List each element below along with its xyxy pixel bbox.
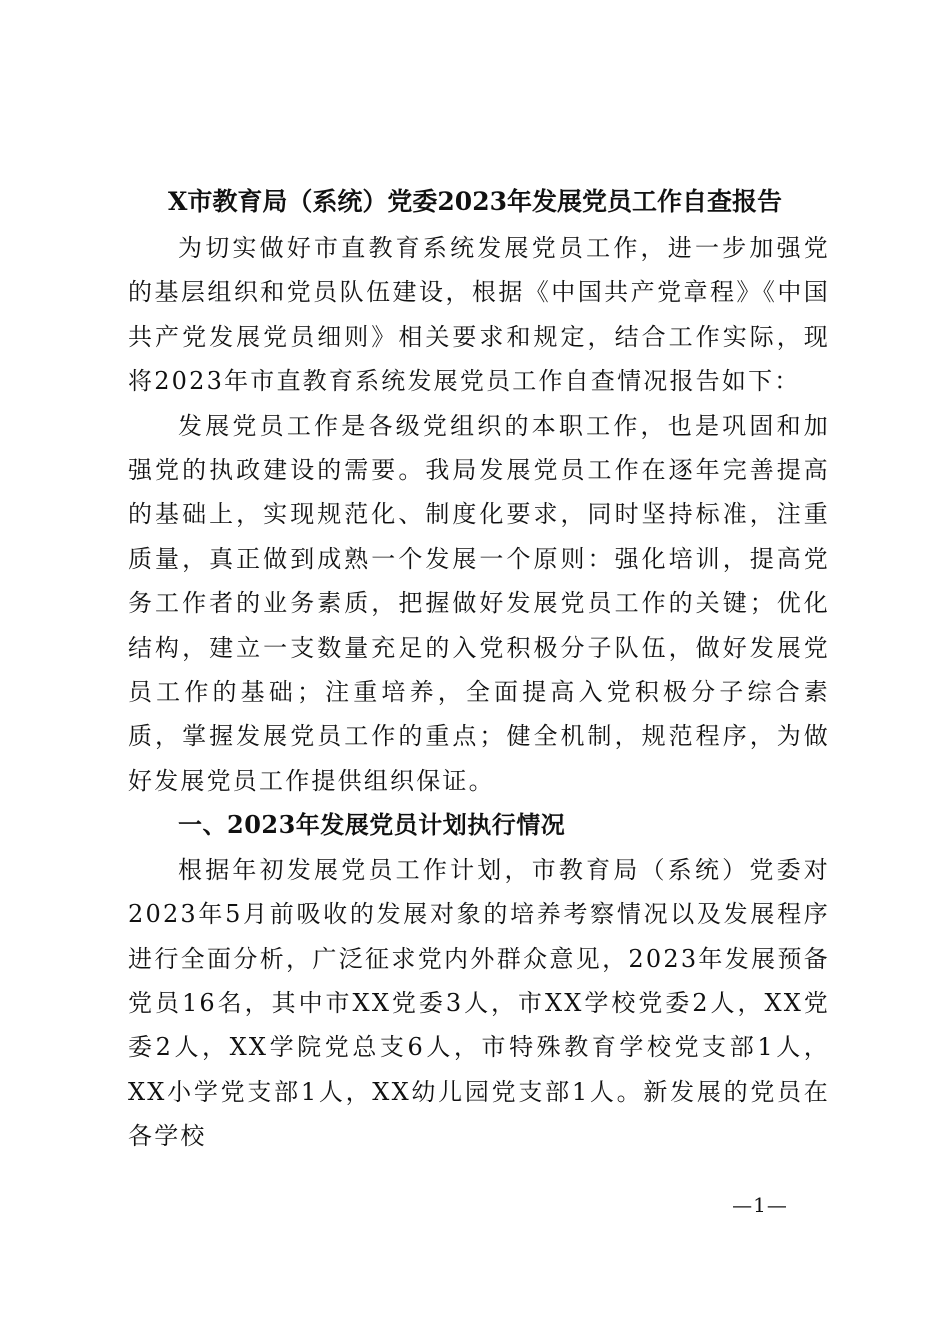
overview-paragraph: 发展党员工作是各级党组织的本职工作，也是巩固和加强党的执政建设的需要。我局发展党员工作在逐年完善提高的基础上，实现规范化、制度化要求，同时坚持标准，注重质量，真正做到成熟一个发展一个原则：强化培训，提高党务工作者的业务素质，把握做好发展党员工作的关键；优化结构，建立一支数量充足的入党积极分子队伍，做好发展党员工作的基础；注重培养，全面提高入党积极分子综合素质，掌握发展党员工作的重点；健全机制，规范程序，为做好发展党员工作提供组织保证。 bbox=[128, 411, 830, 795]
section-heading: 一、2023年发展党员计划执行情况 bbox=[178, 810, 566, 840]
intro-paragraph: 为切实做好市直教育系统发展党员工作，进一步加强党的基层组织和党员队伍建设，根据《中国共产党章程》《中国共产党发展党员细则》相关要求和规定，结合工作实际，现将2023年市直教育系统发展党员工作自查情况报告如下： bbox=[128, 234, 830, 396]
section-paragraph: 根据年初发展党员工作计划，市教育局（系统）党委对2023年5月前吸收的发展对象的培养考察情况以及发展程序进行全面分析，广泛征求党内外群众意见，2023年发展预备党员16名，其中市XX党委3人，市XX学校党委2人，XX党委2人，XX学院党总支6人，市特殊教育学校党支部1人，XX小学党支部1人，XX幼儿园党支部1人。新发展的党员在各学校 bbox=[128, 855, 830, 1151]
document-body bbox=[128, 226, 830, 1159]
document-title: X市教育局（系统）党委2023年发展党员工作自查报告 bbox=[168, 187, 782, 216]
page-number: —1— bbox=[732, 1193, 788, 1217]
